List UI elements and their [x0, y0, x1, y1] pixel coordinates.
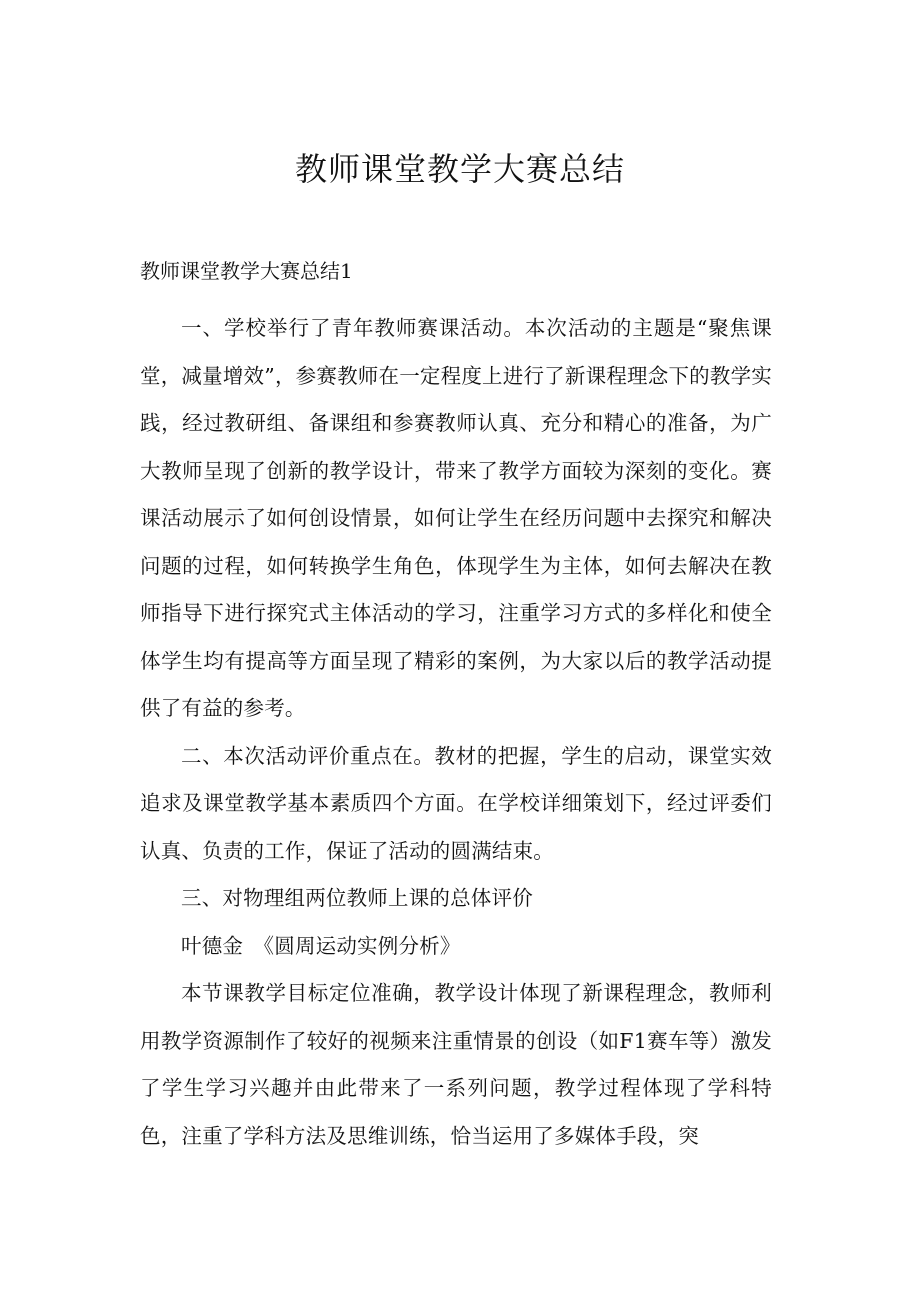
paragraph-3: 三、对物理组两位教师上课的总体评价 [181, 886, 533, 910]
paragraph-5: 本节课教学目标定位准确，教学设计体现了新课程理念，教师利用教学资源制作了较好的视频来注重情景的创设（如F1赛车等）激发了学生学习兴趣并由此带来了一系列问题，教学过程体现了学科特色，注重了学科方法及思维训练，恰当运用了多媒体手段，突 [140, 981, 772, 1148]
document-body [140, 253, 772, 1160]
section-subtitle: 教师课堂教学大赛总结1 [140, 259, 353, 283]
paragraph-4: 叶德金 《圆周运动实例分析》 [181, 933, 461, 958]
paragraph-1: 一、学校举行了青年教师赛课活动。本次活动的主题是“聚焦课堂，减量增效”，参赛教师在一定程度上进行了新课程理念下的教学实践，经过教研组、备课组和参赛教师认真、充分和精心的准备，为广大教师呈现了创新的教学设计，带来了教学方面较为深刻的变化。赛课活动展示了如何创设情景，如何让学生在经历问题中去探究和解决问题的过程，如何转换学生角色，体现学生为主体，如何去解决在教师指导下进行探究式主体活动的学习，注重学习方式的多样化和使全体学生均有提高等方面呈现了精彩的案例，为大家以后的教学活动提供了有益的参考。 [140, 316, 772, 720]
document-title: 教师课堂教学大赛总结 [294, 150, 625, 188]
paragraph-2: 二、本次活动评价重点在。教材的把握，学生的启动，课堂实效追求及课堂教学基本素质四个方面。在学校详细策划下，经过评委们认真、负责的工作，保证了活动的圆满结束。 [140, 743, 772, 863]
